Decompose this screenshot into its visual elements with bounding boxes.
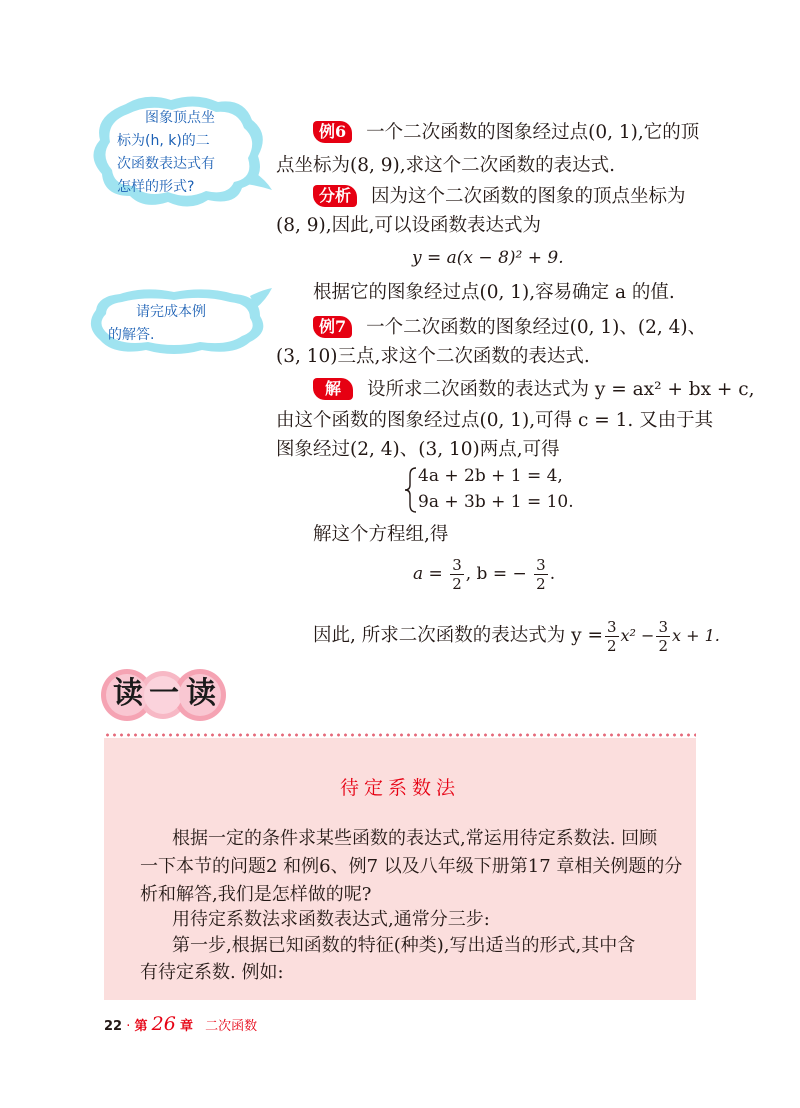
box-line-6: 有待定系数. 例如: xyxy=(140,962,284,983)
chapter-title: 二次函数 xyxy=(205,1019,258,1034)
chapter-number: 26 xyxy=(151,1013,176,1035)
equation-system-row-2: 9a + 3b + 1 = 10. xyxy=(418,492,574,512)
reading-char-2: 一 xyxy=(149,676,179,711)
method-box-title: 待定系数法 xyxy=(339,777,460,799)
solution-line-3: 图象经过(2, 4)、(3, 10)两点,可得 xyxy=(276,439,560,460)
final-frac-1 xyxy=(605,618,619,655)
example7-text-1: 一个二次函数的图象经过(0, 1)、(2, 4)、 xyxy=(366,317,707,338)
chapter-suffix: 章 xyxy=(180,1019,194,1034)
final-mid: x² − xyxy=(620,626,655,645)
system-brace xyxy=(404,467,418,513)
analysis-formula: y = a(x − 8)² + 9. xyxy=(412,248,564,268)
solution-tag: 解 xyxy=(313,378,353,400)
cloud-note-1-line-2: 标为(h, k)的二 xyxy=(117,133,210,149)
box-line-3: 析和解答,我们是怎样做的呢? xyxy=(140,884,372,905)
solution-result xyxy=(413,556,555,593)
cloud-note-2-line-1: 请完成本例 xyxy=(136,304,206,320)
final-end: x + 1. xyxy=(672,626,720,645)
result-sep: , b = − xyxy=(465,564,527,584)
equation-system-row-1: 4a + 2b + 1 = 4, xyxy=(418,466,563,486)
analysis-line-3: 根据它的图象经过点(0, 1),容易确定 a 的值. xyxy=(313,282,675,303)
solution-text-1: 设所求二次函数的表达式为 y = ax² + bx + c, xyxy=(367,379,755,400)
final-prefix: 因此, 所求二次函数的表达式为 y = xyxy=(313,625,603,646)
solution-line-4: 解这个方程组,得 xyxy=(313,524,449,545)
final-d2: 2 xyxy=(658,636,669,655)
final-n1: 3 xyxy=(606,617,617,636)
result-b-fraction xyxy=(534,556,548,593)
cloud-note-2-line-2: 的解答. xyxy=(108,327,155,343)
result-b-den: 2 xyxy=(536,575,546,593)
result-b-num: 3 xyxy=(536,556,546,574)
cloud-note-1-line-3: 次函数表达式有 xyxy=(117,156,215,172)
example6-line-1 xyxy=(313,121,699,145)
footer-dot: · xyxy=(126,1019,131,1034)
result-a-fraction xyxy=(450,556,464,593)
example6-tag: 例6 xyxy=(313,121,352,143)
example7-line-2: (3, 10)三点,求这个二次函数的表达式. xyxy=(276,346,590,367)
box-line-5: 第一步,根据已知函数的特征(种类),写出适当的形式,其中含 xyxy=(172,935,636,956)
result-end: . xyxy=(549,564,556,584)
page-footer xyxy=(104,1013,257,1035)
box-dotted-border xyxy=(104,733,696,737)
solution-final xyxy=(313,614,720,658)
box-line-4: 用待定系数法求函数表达式,通常分三步: xyxy=(172,909,490,930)
page-number: 22 xyxy=(104,1019,123,1034)
box-line-1: 根据一定的条件求某些函数的表达式,常运用待定系数法. 回顾 xyxy=(172,828,658,849)
result-a-num: 3 xyxy=(452,556,462,574)
chapter-prefix: 第 xyxy=(134,1019,148,1034)
example6-line-2: 点坐标为(8, 9),求这个二次函数的表达式. xyxy=(276,155,615,176)
example6-text-1: 一个二次函数的图象经过点(0, 1),它的顶 xyxy=(366,122,700,143)
result-a-den: 2 xyxy=(452,575,462,593)
reading-char-3: 读 xyxy=(186,676,216,711)
reading-banner xyxy=(100,668,228,722)
analysis-line-2: (8, 9),因此,可以设函数表达式为 xyxy=(276,215,541,236)
example7-line-1 xyxy=(313,316,706,340)
box-line-2: 一下本节的问题2 和例6、例7 以及八年级下册第17 章相关例题的分 xyxy=(140,856,683,877)
cloud-note-1-line-1: 图象顶点坐 xyxy=(145,110,215,126)
analysis-line-1 xyxy=(313,185,686,209)
final-frac-2 xyxy=(656,618,670,655)
cloud-note-1-line-4: 怎样的形式? xyxy=(117,179,195,195)
analysis-tag: 分析 xyxy=(313,185,357,207)
analysis-text-1: 因为这个二次函数的图象的顶点坐标为 xyxy=(371,186,686,207)
final-d1: 2 xyxy=(606,636,617,655)
final-n2: 3 xyxy=(658,617,669,636)
solution-line-1 xyxy=(313,378,755,402)
result-a-lhs: a = xyxy=(413,564,443,584)
example7-tag: 例7 xyxy=(313,316,352,338)
solution-line-2: 由这个函数的图象经过点(0, 1),可得 c = 1. 又由于其 xyxy=(276,410,714,431)
reading-char-1: 读 xyxy=(113,676,143,711)
